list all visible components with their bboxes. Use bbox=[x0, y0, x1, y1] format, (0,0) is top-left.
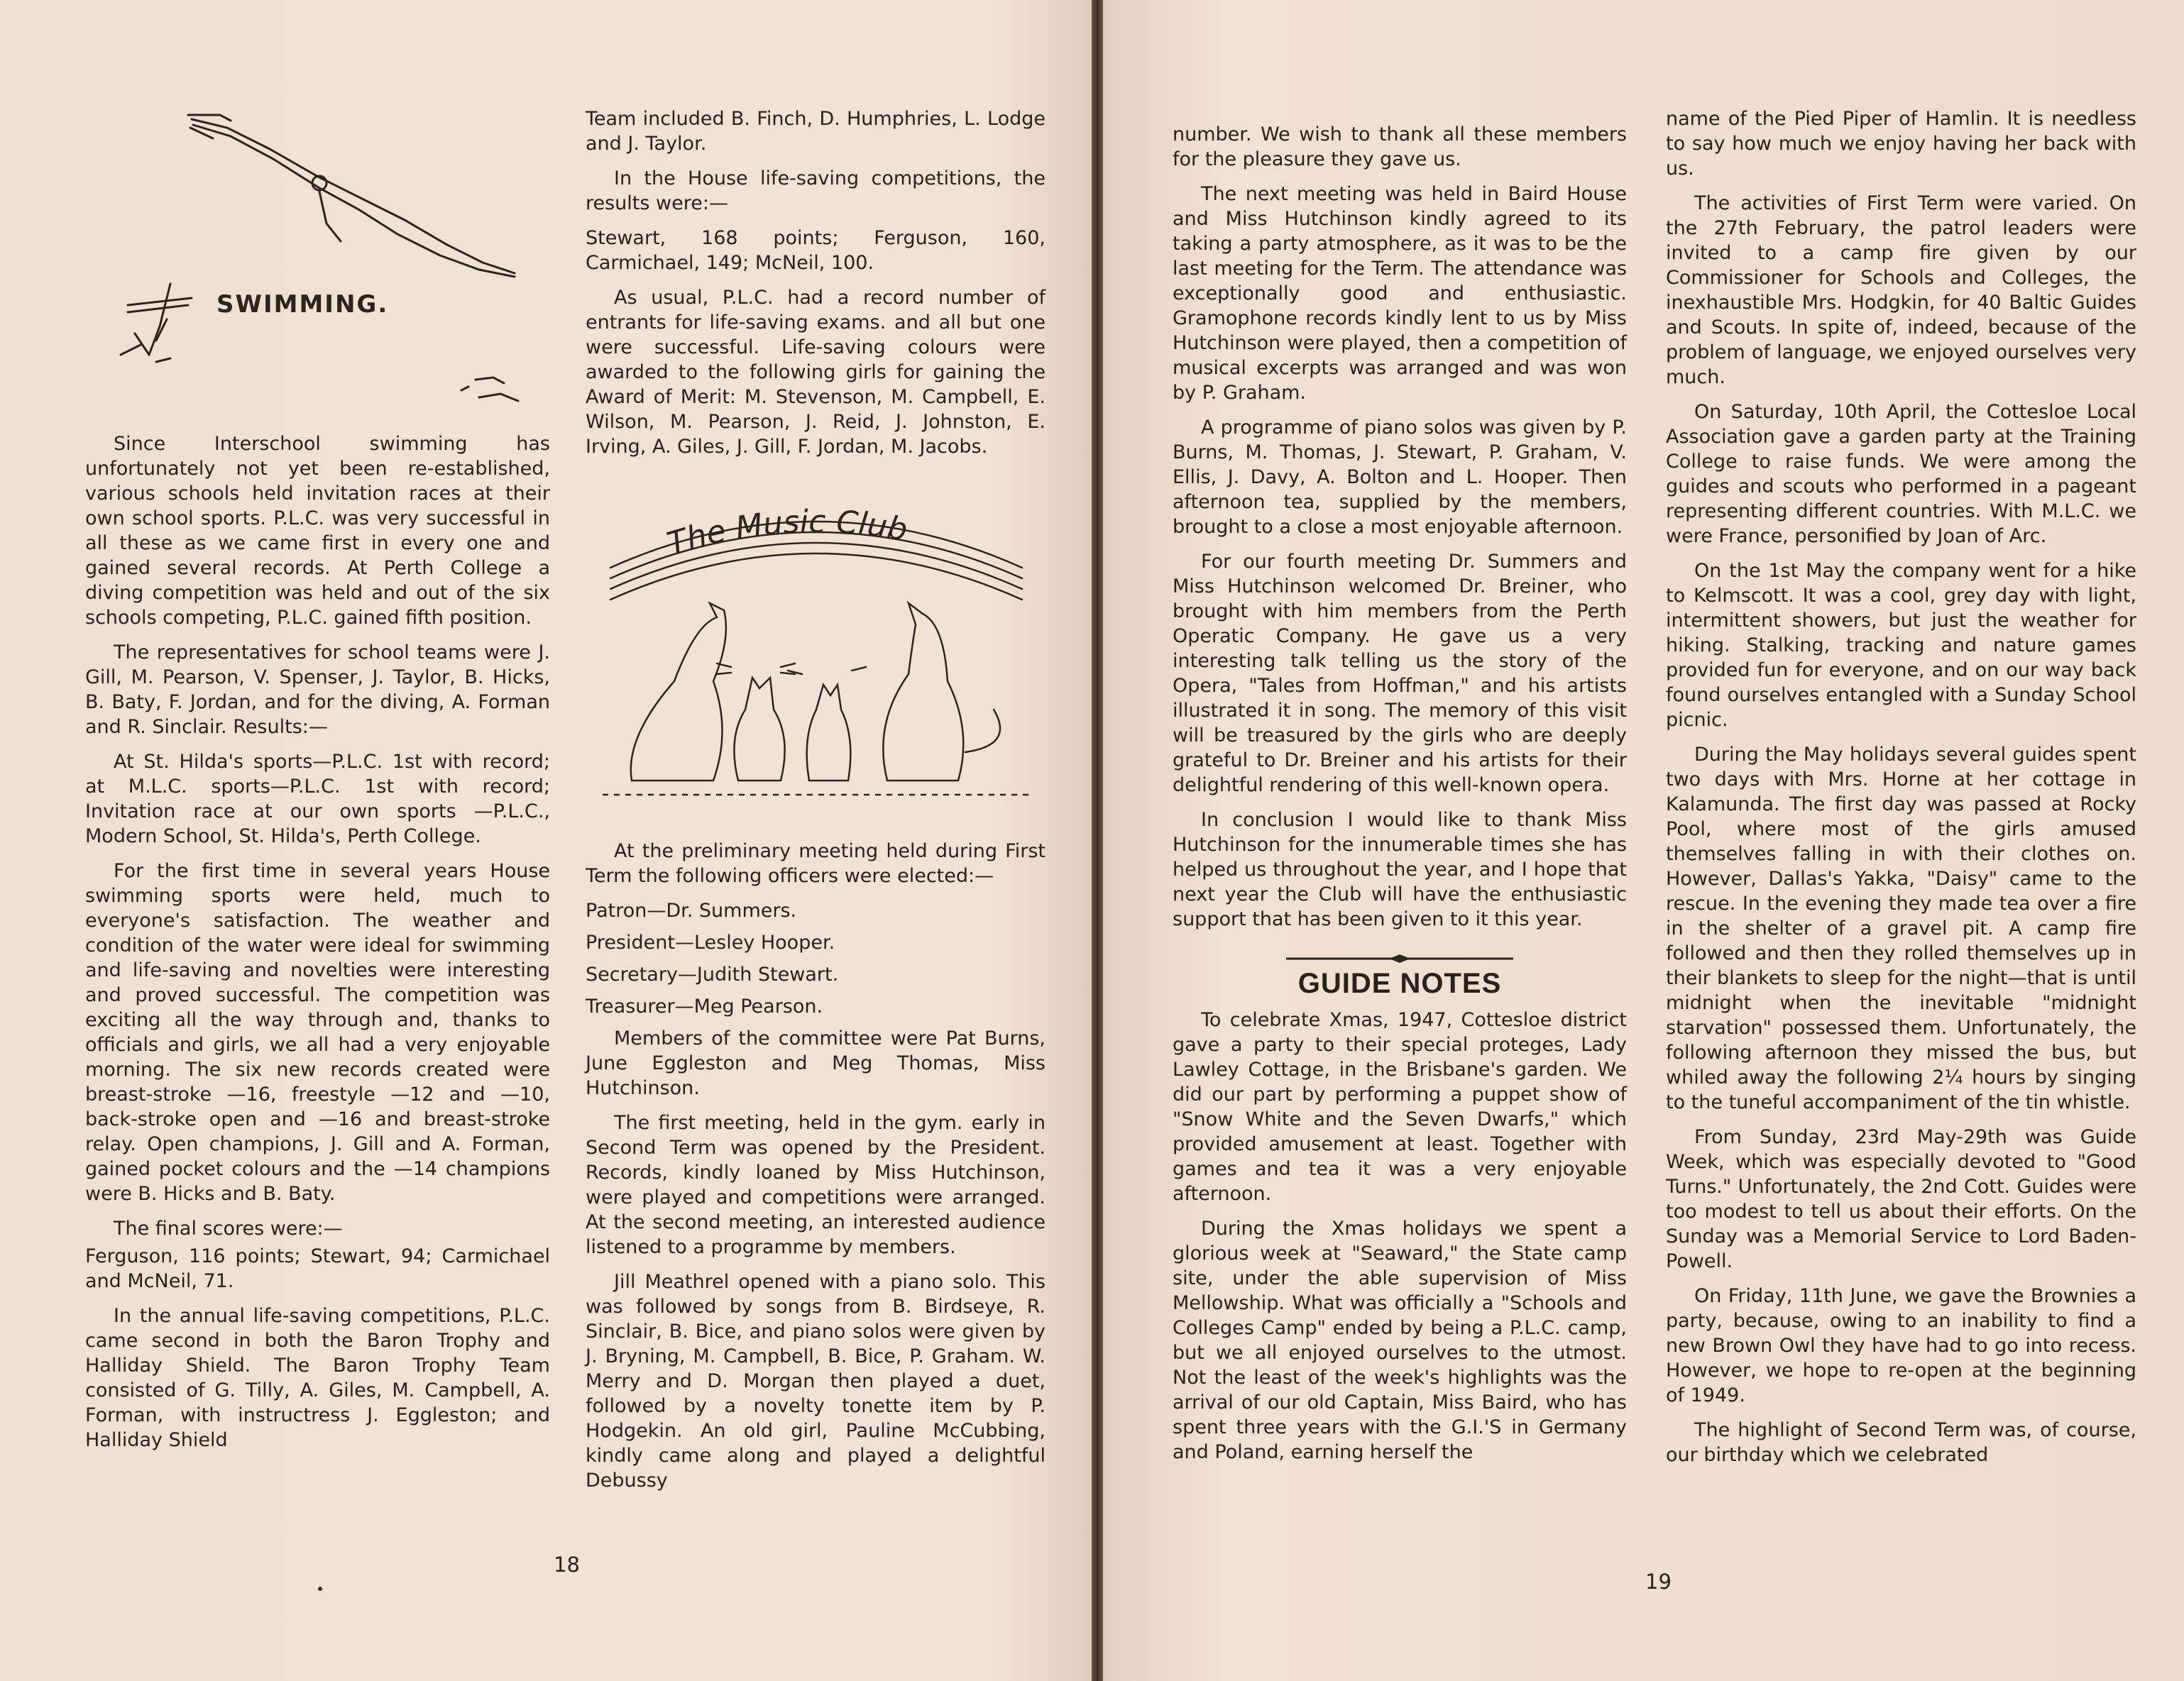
officer-patron: Patron—Dr. Summers. bbox=[586, 900, 797, 922]
music-club-banner: The Music Club bbox=[663, 503, 911, 563]
printer-dot bbox=[318, 1587, 322, 1591]
swimming-diver-illustration bbox=[106, 99, 532, 412]
music-club-illustration bbox=[589, 497, 1043, 823]
left-page-column-2-bottom bbox=[586, 839, 1046, 1503]
section-divider bbox=[1286, 953, 1513, 964]
paragraph: The activities of First Term were varied. On the 27th February, the patrol leaders were invited to a camp fire given by our Commissioner for Schools and Colleges, the inexhaustible Mrs. Hodgkin, for 40 Baltic Guides and Scouts. In spite of, indeed, because of the problem of language, we enjoyed ourselves very much. bbox=[1666, 192, 2136, 388]
page-number-right: 19 bbox=[1645, 1570, 1672, 1594]
paragraph: On Saturday, 10th April, the Cottesloe Local Association gave a garden party at the Training College to raise funds. We were among the guides and scouts who performed in a pageant representing different countries. With M.L.C. we were France, personified by Joan of Arc. bbox=[1666, 401, 2136, 547]
page-number-left: 18 bbox=[554, 1553, 580, 1577]
officer-president: President—Lesley Hooper. bbox=[586, 932, 835, 954]
paragraph: The first meeting, held in the gym. early in Second Term was opened by the President. Records, kindly loaned by Miss Hutchinson, were played and competitions were arranged. At the second meeting, an interested audience listened to a programme by members. bbox=[586, 1112, 1046, 1258]
paragraph: Members of the committee were Pat Burns, June Eggleston and Meg Thomas, Miss Hutchinson. bbox=[586, 1027, 1046, 1099]
left-page-column-2-top bbox=[586, 106, 1046, 469]
officer-secretary: Secretary—Judith Stewart. bbox=[586, 964, 839, 986]
paragraph: The next meeting was held in Baird House and Miss Hutchinson kindly agreed to its taking a party atmosphere, as it was to be the last meeting for the Term. The attendance was exceptionally good and enthusiastic. Gramophone records kindly lent to us by Miss Hutchinson were played, then a competition of musical excerpts was arranged and was won by P. Graham. bbox=[1173, 183, 1627, 404]
paragraph: name of the Pied Piper of Hamlin. It is needless to say how much we enjoy having her back with us. bbox=[1666, 108, 2136, 180]
right-page bbox=[1107, 0, 2184, 1681]
paragraph: From Sunday, 23rd May-29th was Guide Week, which was especially devoted to "Good Turns." Unfortunately, the 2nd Cott. Guides were too modest to tell us about their efforts. On the Sunday was a Memorial Service to Lord Baden-Powell. bbox=[1666, 1126, 2136, 1272]
paragraph: A programme of piano solos was given by P. Burns, M. Thomas, J. Stewart, P. Graham, V. Ellis, J. Davy, A. Bolton and L. Hooper. Then afternoon tea, supplied by the members, brought to a close a most enjoyable afternoon. bbox=[1173, 417, 1627, 538]
paragraph: In conclusion I would like to thank Miss Hutchinson for the innumerable times she has helped us throughout the year, and I hope that next year the Club will have the enthusiastic support that has been given to it this year. bbox=[1173, 809, 1627, 930]
paragraph: During the May holidays several guides spent two days with Mrs. Horne at her cottage in Kalamunda. The first day was passed at Rocky Pool, where most of the girls amused themselves falling in with their clothes on. However, Dallas's Yakka, "Daisy" came to the rescue. In the evening they made tea over a fire in the shelter of a gravel pit. A camp fire followed and then they rolled themselves up in their blankets to sleep for the night—that is until midnight when the inevitable "midnight starvation" possessed them. Unfortunately, the following afternoon they missed the bus, but whiled away the following 2¼ hours by singing to the tuneful accompaniment of the tin whistle. bbox=[1666, 744, 2136, 1113]
paragraph: To celebrate Xmas, 1947, Cottesloe district gave a party to their special proteges, Lady Lawley Cottage, in the Brisbane's garden. We did our part by performing a puppet show of "Snow White and the Seven Dwarfs," which provided amusement at least. Together with games and tea it was a very enjoyable afternoon. bbox=[1173, 1009, 1627, 1205]
paragraph: As usual, P.L.C. had a record number of entrants for life-saving exams. and all but one were successful. Life-saving colours were awarded to the following girls for gaining the Award of Merit: M. Stevenson, M. Campbell, E. Wilson, M. Pearson, J. Reid, J. Johnston, E. Irving, A. Giles, J. Gill, F. Jordan, M. Jacobs. bbox=[586, 287, 1046, 458]
book-spine bbox=[1092, 0, 1103, 1681]
paragraph: Since Interschool swimming has unfortunately not yet been re-established, various schools held invitation races at their own school sports. P.L.C. was very successful in all these as we came first in every one and gained several records. At Perth College a diving competition was held and out of the six schools competing, P.L.C. gained fifth position. bbox=[85, 433, 550, 629]
guide-notes-heading: GUIDE NOTES bbox=[1297, 968, 1502, 999]
paragraph: Team included B. Finch, D. Humphries, L. Lodge and J. Taylor. bbox=[586, 108, 1046, 155]
paragraph: For the first time in several years House swimming sports were held, much to everyone's satisfaction. The weather and condition of the water were ideal for swimming and life-saving and novelties were interesting and proved successful. The competition was exciting all the way through and, thanks to officials and girls, we all had a very enjoyable morning. The six new records created were breast-stroke —16, freestyle —12 and —10, back-stroke open and —16 and breast-stroke relay. Open champions, J. Gill and A. Forman, gained pocket colours and the —14 champions were B. Hicks and B. Baty. bbox=[85, 860, 550, 1205]
paragraph: In the House life-saving competitions, the results were:— bbox=[586, 167, 1046, 214]
paragraph: Stewart, 168 points; Ferguson, 160, Carmichael, 149; McNeil, 100. bbox=[586, 227, 1046, 274]
swimming-title: SWIMMING. bbox=[216, 290, 389, 319]
right-page-column-1 bbox=[1173, 122, 1627, 1475]
paragraph: For our fourth meeting Dr. Summers and Miss Hutchinson welcomed Dr. Breiner, who brought with him members from the Perth Operatic Company. He gave us a very interesting talk telling us the story of the Opera, "Tales from Hoffman," and his artists illustrated it in song. The memory of this visit will be treasured by the girls who are deeply grateful to Dr. Breiner and his artists for their delightful rendering of this well-known opera. bbox=[1173, 551, 1627, 796]
paragraph: The final scores were:— bbox=[114, 1218, 343, 1240]
paragraph: At the preliminary meeting held during First Term the following officers were elected:— bbox=[586, 840, 1046, 887]
paragraph: In the annual life-saving competitions, P.L.C. came second in both the Baron Trophy and Halliday Shield. The Baron Trophy Team consisted of G. Tilly, A. Giles, M. Campbell, A. Forman, with instructress J. Eggleston; and Halliday Shield bbox=[85, 1305, 550, 1451]
right-page-column-2 bbox=[1666, 106, 2136, 1477]
paragraph: On Friday, 11th June, we gave the Brownies a party, because, owing to an inability to find a new Brown Owl they have had to go into recess. However, we hope to re-open at the beginning of 1949. bbox=[1666, 1285, 2136, 1406]
paragraph: At St. Hilda's sports—P.L.C. 1st with record; at M.L.C. sports—P.L.C. 1st with record; Invitation race at our own sports —P.L.C., Modern School, St. Hilda's, Perth College. bbox=[85, 751, 550, 847]
paragraph: During the Xmas holidays we spent a glorious week at "Seaward," the State camp site, under the able supervision of Miss Mellowship. What was officially a "Schools and Colleges Camp" ended by being a P.L.C. camp, but we all enjoyed ourselves to the utmost. Not the least of the week's highlights was the arrival of our old Captain, Miss Baird, who has spent three years with the G.I.'S in Germany and Poland, earning herself the bbox=[1173, 1218, 1627, 1463]
left-page-column-1 bbox=[85, 431, 550, 1462]
paragraph: On the 1st May the company went for a hike to Kelmscott. It was a cool, grey day with light, intermittent showers, but just the weather for hiking. Stalking, tracking and nature games provided fun for everyone, and on our way back found ourselves entangled with a Sunday School picnic. bbox=[1666, 560, 2136, 731]
paragraph: The representatives for school teams were J. Gill, M. Pearson, V. Spenser, J. Taylor, B. Hicks, B. Baty, F. Jordan, and for the diving, A. Forman and R. Sinclair. Results:— bbox=[85, 641, 550, 738]
paragraph: The highlight of Second Term was, of course, our birthday which we celebrated bbox=[1666, 1419, 2136, 1466]
paragraph: number. We wish to thank all these members for the pleasure they gave us. bbox=[1173, 123, 1627, 170]
paragraph: Ferguson, 116 points; Stewart, 94; Carmichael and McNeil, 71. bbox=[85, 1245, 550, 1292]
officer-treasurer: Treasurer—Meg Pearson. bbox=[586, 996, 823, 1018]
paragraph: Jill Meathrel opened with a piano solo. This was followed by songs from B. Birdseye, R. Sinclair, B. Bice, and piano solos were given by J. Bryning, M. Campbell, B. Bice, P. Graham. W. Merry and D. Morgan then played a duet, followed by a novelty tonette item by P. Hodgekin. An old girl, Pauline McCubbing, kindly came along and played a delightful Debussy bbox=[586, 1271, 1046, 1492]
